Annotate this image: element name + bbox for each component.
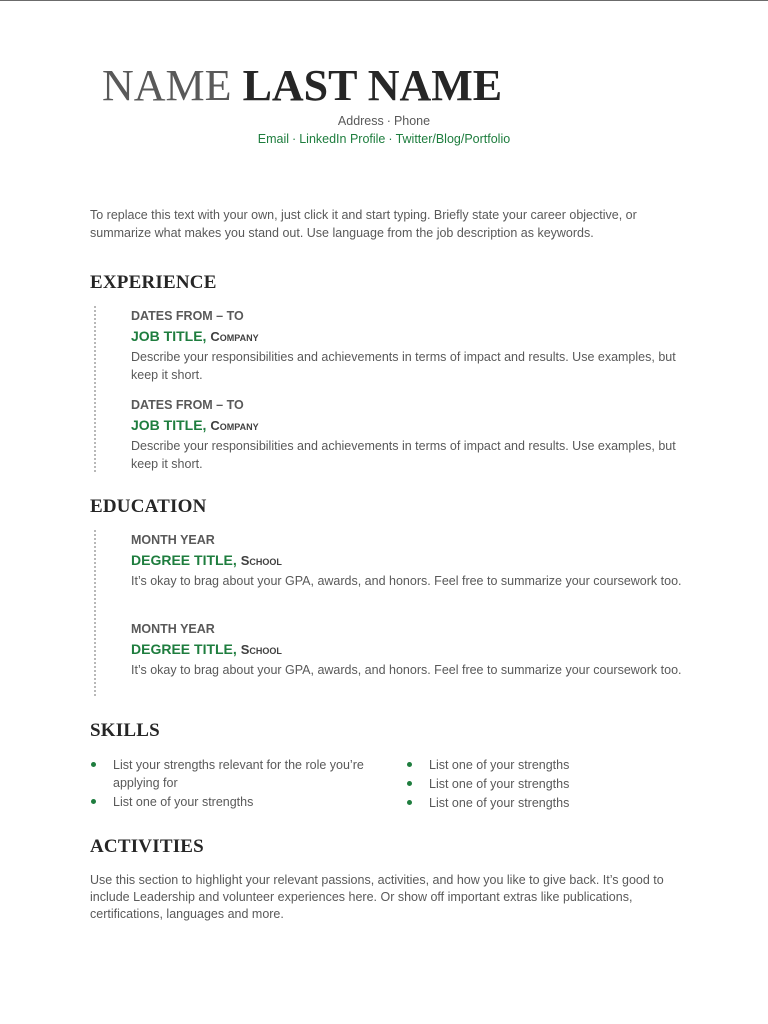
separator: · <box>386 114 391 128</box>
experience-entry[interactable] <box>131 308 686 384</box>
experience-description: Describe your responsibilities and achievements in terms of impact and results. Use examples, but keep it short. <box>131 350 676 382</box>
school: School <box>240 553 282 568</box>
degree-title: DEGREE TITLE, <box>131 641 237 657</box>
job-title: JOB TITLE, <box>131 417 207 433</box>
activities-text[interactable]: Use this section to highlight your relevant passions, activities, and how you like to give back. It’s good to include Leadership and volunteer experiences here. Or show off important extras like publications, certifications, languages and more. <box>90 873 664 921</box>
skill-text: List one of your strengths <box>429 777 570 791</box>
education-title-line <box>131 550 686 571</box>
experience-title-line <box>131 326 686 347</box>
contact-links-line <box>90 132 678 146</box>
skill-item[interactable] <box>90 793 385 811</box>
skill-text: List one of your strengths <box>429 796 570 810</box>
skills-column-1 <box>90 756 385 812</box>
education-heading[interactable]: EDUCATION <box>90 496 207 517</box>
experience-dates: DATES FROM – TO <box>131 398 244 412</box>
bullet-icon <box>91 799 96 804</box>
skill-item[interactable] <box>406 775 686 793</box>
skill-item[interactable] <box>90 756 385 792</box>
resume-name[interactable] <box>102 60 502 112</box>
skill-text: List one of your strengths <box>113 795 254 809</box>
education-rule <box>94 530 96 696</box>
experience-heading[interactable]: EXPERIENCE <box>90 272 217 293</box>
first-name[interactable]: NAME <box>102 61 232 110</box>
education-dates: MONTH YEAR <box>131 622 215 636</box>
objective-text[interactable]: To replace this text with your own, just click it and start typing. Briefly state your career objective, or summarize what makes you stand out. Use language from the job description as keywords. <box>90 208 637 240</box>
address-phone-line <box>90 114 678 128</box>
experience-entry[interactable] <box>131 397 686 473</box>
experience-dates: DATES FROM – TO <box>131 309 244 323</box>
bullet-icon <box>91 762 96 767</box>
address[interactable]: Address <box>337 114 384 128</box>
experience-description: Describe your responsibilities and achievements in terms of impact and results. Use examples, but keep it short. <box>131 439 676 471</box>
activities-heading[interactable]: ACTIVITIES <box>90 836 204 857</box>
linkedin-link[interactable]: LinkedIn Profile <box>299 132 386 146</box>
experience-list <box>90 306 690 472</box>
phone[interactable]: Phone <box>393 114 431 128</box>
skill-item[interactable] <box>406 794 686 812</box>
experience-title-line <box>131 415 686 436</box>
degree-title: DEGREE TITLE, <box>131 552 237 568</box>
skill-item[interactable] <box>406 756 686 774</box>
skill-text: List your strengths relevant for the role you’re applying for <box>113 758 364 790</box>
portfolio-link[interactable]: Twitter/Blog/Portfolio <box>395 132 511 146</box>
separator: · <box>292 132 297 146</box>
page-top-border <box>0 0 768 1</box>
education-dates: MONTH YEAR <box>131 533 215 547</box>
separator: · <box>388 132 393 146</box>
experience-rule <box>94 306 96 472</box>
last-name[interactable]: LAST NAME <box>242 61 503 110</box>
education-title-line <box>131 639 686 660</box>
education-entry[interactable] <box>131 532 686 590</box>
education-description: It’s okay to brag about your GPA, awards, and honors. Feel free to summarize your coursework too. <box>131 574 682 588</box>
company: Company <box>210 418 259 433</box>
bullet-icon <box>407 762 412 767</box>
job-title: JOB TITLE, <box>131 328 207 344</box>
education-description: It’s okay to brag about your GPA, awards, and honors. Feel free to summarize your coursework too. <box>131 663 682 677</box>
education-list <box>90 530 690 696</box>
email-link[interactable]: Email <box>257 132 290 146</box>
education-entry[interactable] <box>131 621 686 679</box>
bullet-icon <box>407 781 412 786</box>
skill-text: List one of your strengths <box>429 758 570 772</box>
company: Company <box>210 329 259 344</box>
skills-column-2 <box>406 756 686 813</box>
skills-heading[interactable]: SKILLS <box>90 720 160 741</box>
school: School <box>240 642 282 657</box>
bullet-icon <box>407 800 412 805</box>
